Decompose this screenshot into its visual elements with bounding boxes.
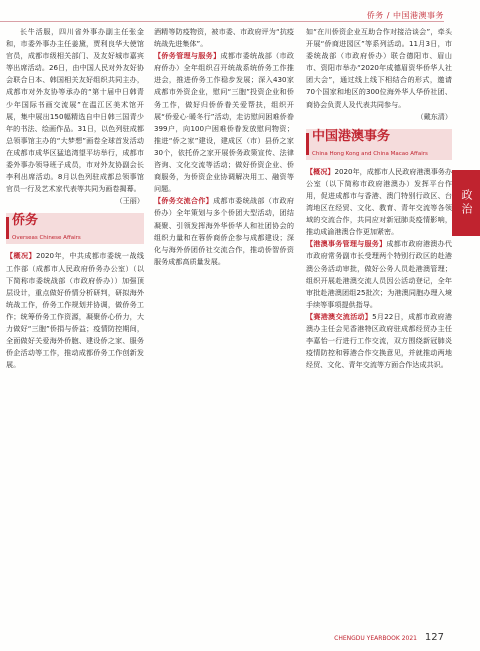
section-subtitle: China Hong Kong and China Macao Affairs: [312, 150, 428, 157]
paragraph-label: 【侨务管理与服务】: [154, 51, 221, 61]
section-bar-icon: [306, 133, 309, 155]
column-1: [6, 26, 144, 371]
author-signature: （戴东清）: [416, 111, 452, 121]
side-tab-politics: 政治: [452, 170, 480, 236]
column-3: [306, 26, 452, 371]
author-signature: （王丽）: [115, 196, 144, 206]
paragraph: [306, 166, 452, 239]
paragraph: [154, 50, 294, 195]
page-number: 127: [424, 632, 444, 643]
paragraph-label: 【赛港澳交流活动】: [306, 311, 373, 321]
section-title: 中国港澳事务: [312, 128, 391, 144]
paragraph: [306, 238, 452, 311]
column-2: [154, 26, 294, 268]
paragraph: [306, 311, 452, 371]
paragraph-label: 【港澳事务管理与服务】: [306, 239, 387, 249]
section-bar-icon: [6, 217, 9, 239]
paragraph-text: 成都市委统战部（市政府侨办）全年组织召开统战系统侨务工作推进会，推进侨务工作稳步发展；深入430家成都市外资企业，慰问“三胞”投资企业和侨务工作，做好归侨侨眷关爱帮扶，组织开展“侨爱心·暖冬行”活动，走访慰问困难侨眷399户，向100户困难侨眷发放慰问物资；推进“侨之家”建设，建成区（市）县侨之家30个，依托侨之家开展侨务政策宣传、法律咨询、文化交流等活动；做好侨资企业、侨商服务，为侨资企业协调解决用工、融资等问题。: [154, 51, 294, 194]
page-header: 侨务 / 中国港澳事务: [366, 11, 444, 20]
paragraph-text: 成都市委统战部（市政府侨办）全年策划与多个侨团大型活动，团结凝聚、引领发挥海外华侨华人和社团协会的组织力量和在蓉侨商侨企参与成都建设；深化与海外侨团侨社交流合作，推动侨智侨资服务成都高质量发展。: [154, 196, 295, 266]
paragraph-label: 【概况】: [306, 166, 335, 176]
section-subtitle: Overseas Chinese Affairs: [12, 235, 81, 242]
page-footer: [334, 632, 444, 643]
section-header-overseas-chinese: [6, 213, 144, 244]
section-title: 侨务: [12, 213, 39, 229]
header-divider: [0, 21, 444, 22]
paragraph: 如“在川侨资企业互助合作对接洽谈会”，牵头开展“侨商进园区”等系列活动。11月3日，市委统战部（市政府侨办）联合德阳市、眉山市、资阳市举办“2020年成德眉资华侨华人社团大会”，通过线上线下相结合的形式，邀请70个国家和地区的300位海外华人华侨社团、商协会负责人及代表共同参与。: [306, 27, 452, 109]
paragraph-text: 成都市政府港澳办代市政府常务副市长受理两个特别行政区的赴港澳公务活动审批，做好公务人员赴港澳管理；组织开展赴港澳交流人员因公活动登记，全年审批赴港澳团组25批次；为港澳同胞办理入境手续等事项提供指导。: [306, 239, 453, 309]
section-header-hk-macao: [306, 129, 452, 160]
paragraph-text: 5月22日，成都市政府港澳办主任会见香港特区政府驻成都经贸办主任李嘉怡一行进行工作交流，双方围绕新冠肺炎疫情防控和蓉港合作交换意见，并就推动两地经贸、文化、青年交流等方面合作达成共识。: [306, 311, 453, 370]
paragraph-text: 2020年，中共成都市委统一战线工作部（成都市人民政府侨务办公室）（以下简称市委统战部（市政府侨办））加强顶层设计，重点做好侨情分析研判，研拟海外统战工作，侨务工作规划并协调，做侨务工作；统筹侨务工作资源，凝聚侨心侨力，大力做好“三胞”侨捐与侨益；疫情防控期间，全面做好关爱海外侨胞、建设侨之家、服务侨企活动等工作，推动成都侨务工作创新发展。: [6, 251, 144, 370]
paragraph: 酒精等防疫物资，被市委、市政府评为“抗疫统战先进集体”。: [154, 27, 294, 49]
paragraph: [6, 250, 144, 371]
paragraph-text: 2020年，成都市人民政府港澳事务办公室（以下简称市政府港澳办）发挥平台作用，促进成都市与香港、澳门特别行政区、台湾地区在经贸、文化、教育、青年交流等各领域的交流合作，共同应对新冠肺炎疫情影响，推动成渝港澳合作更加紧密。: [306, 166, 452, 237]
paragraph-label: 【侨务交流合作】: [154, 196, 214, 206]
paragraph-label: 【概况】: [6, 251, 36, 261]
paragraph: 长牛活服，四川省外事办副主任张金和，市委外事办主任姜黛，贾利良华大使馆官员，成都市级相关部门、及友好城市嘉宾等出席活动。26日，由中国人民对外友好协会联合日本、韩国相关友好组织共同主办，成都市对外友协等承办的“第十届中日韩青少年国际书画交流展”在温江区美术馆开展，集中展出150幅精选自中日韩三国青少年的书法、绘画作品。31日，以色列驻成都总领事馆主办的“大梦想”画卷全球首发活动在成都市成华区猛追湾望平坊举行，成都市委外事办领导班子成员，市对外友协副会长李利出席活动。8月以色列驻成都总领事馆官员一行及艺术家代表等共同为画卷揭幕。: [6, 27, 144, 194]
paragraph: [154, 195, 294, 268]
footer-text: CHENGDU YEARBOOK 2021: [334, 635, 417, 642]
